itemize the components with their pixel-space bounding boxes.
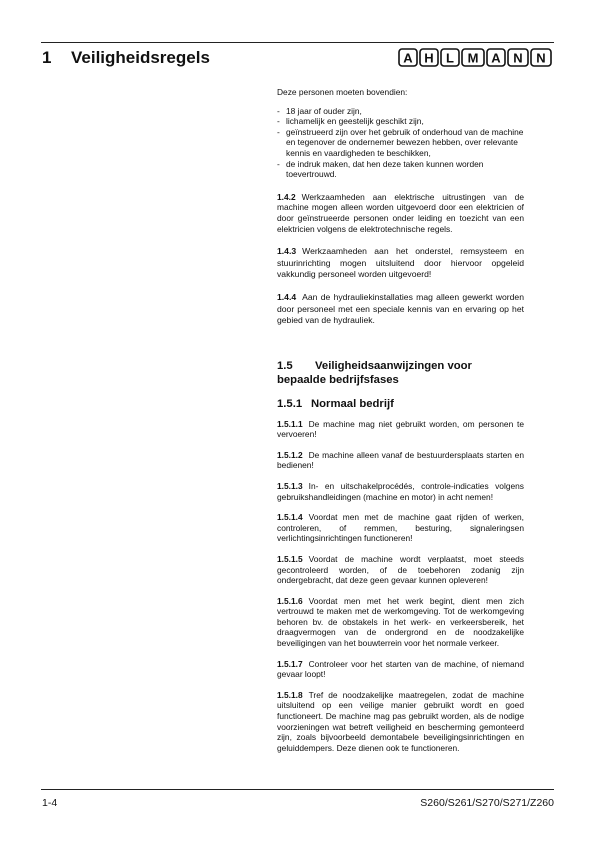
paragraph-text: De machine mag niet gebruikt worden, om personen te vervoeren! <box>277 418 524 440</box>
chapter-number: 1 <box>42 48 52 67</box>
svg-text:A: A <box>403 50 413 66</box>
list-item-text: geïnstrueerd zijn over het gebruik of onderhoud van de machine en tegenover de ondernemer bewezen hebben, over relevante kennis en vaardigheden te beschikken, <box>286 126 524 158</box>
paragraph-1-5-1-3 <box>277 481 524 502</box>
paragraph-text: Controleer voor het starten van de machine, of niemand gevaar loopt! <box>277 658 524 680</box>
paragraph-1-5-1-7 <box>277 659 524 680</box>
paragraph-1-4-3 <box>277 246 524 280</box>
paragraph-text: Voordat men met het werk begint, dient men zich vertrouwd te maken met de werkomgeving. Tot de werkomgeving behoren bv. de obstakels in het werk- en verkeersbereik, het draagvermogen van de ondergrond en de noodzakelijke beveiligingen van het bouwterrein voor het normale verkeer. <box>277 595 524 649</box>
svg-text:M: M <box>467 50 479 66</box>
paragraph-number: 1.5.1.2 <box>277 449 303 460</box>
list-item: - 18 jaar of ouder zijn, <box>277 105 362 116</box>
paragraph-number: 1.5.1.5 <box>277 553 303 564</box>
paragraph-text: Werkzaamheden aan elektrische uitrustingen van de machine mogen alleen worden uitgevoerd door een elektricien of door geïnstrueerde personen onder leiding en toezicht van een elektricien volgens de elektrotechnische regels. <box>277 191 524 234</box>
paragraph-text: In- en uitschakelprocédés, controle-indicaties volgens gebruikshandleidingen (machine en motor) in acht nemen! <box>277 480 524 502</box>
footer-rule <box>41 789 554 790</box>
section-title: Veiligheidsaanwijzingen voor bepaalde bedrijfsfases <box>277 359 472 386</box>
paragraph-1-4-4 <box>277 292 524 326</box>
content-column <box>277 87 524 753</box>
paragraph-number: 1.5.1.7 <box>277 658 303 669</box>
paragraph-1-4-2 <box>277 192 524 234</box>
list-item-text: lichamelijk en geestelijk geschikt zijn, <box>286 116 424 127</box>
svg-text:A: A <box>491 50 501 66</box>
paragraph-text: Aan de hydrauliekinstallaties mag alleen gewerkt worden door personeel met een speciale kennis van en ervaring op het gebied van de hydrauliek. <box>277 292 524 326</box>
paragraph-text: Voordat de machine wordt verplaatst, moet steeds gecontroleerd worden, of de toebehoren zodanig zijn ondergebracht, dat deze geen gevaar kunnen opleveren! <box>277 553 524 586</box>
paragraph-number: 1.5.1.3 <box>277 480 303 491</box>
section-heading-1-5-1 <box>277 397 524 411</box>
intro-text: Deze personen moeten bovendien: <box>277 87 408 97</box>
section-heading-1-5 <box>277 359 524 387</box>
paragraph-1-5-1-1 <box>277 419 524 440</box>
page-number: 1-4 <box>42 797 58 809</box>
svg-text:L: L <box>446 50 454 66</box>
paragraph-number: 1.5.1.1 <box>277 418 303 429</box>
svg-text:H: H <box>424 50 434 66</box>
paragraph-1-5-1-5 <box>277 554 524 586</box>
paragraph-text: Voordat men met de machine gaat rijden of werken, controleren, of remmen, besturing, signaleringsen verlichtingsinrichtingen functioneren! <box>277 512 524 544</box>
paragraph-1-5-1-6 <box>277 596 524 649</box>
section-title: Normaal bedrijf <box>311 397 394 410</box>
list-item: - lichamelijk en geestelijk geschikt zijn, <box>277 116 424 127</box>
paragraph-number: 1.4.4 <box>277 292 297 303</box>
ahlmann-logo-graphic <box>398 47 554 68</box>
paragraph-number: 1.5.1.4 <box>277 512 303 523</box>
paragraph-text: Werkzaamheden aan het onderstel, remsysteem en stuurinrichting mogen uitsluitend door hiervoor opgeleid vakkundig personeel worden uitgevoerd! <box>277 246 524 279</box>
paragraph-text: Tref de noodzakelijke maatregelen, zodat de machine uitsluitend op een veilige manier gebruikt wordt en goed functioneert. De machine mag pas gebruikt worden, als de nodige voorzieningen wat betreft veiligheid en bescherming gemonteerd zijn, zoals bijvoorbeeld demontabele beveiligingsinrichtingen en geluiddempers. Deze dienen ook te functioneren. <box>277 689 524 753</box>
chapter-title: Veiligheidsregels <box>71 48 210 67</box>
svg-text:N: N <box>536 50 546 66</box>
header-rule <box>41 42 554 43</box>
section-number: 1.5 <box>277 359 293 372</box>
paragraph-number: 1.5.1.6 <box>277 595 303 606</box>
list-item: - de indruk maken, dat hen deze taken kunnen worden toevertrouwd. <box>277 158 484 180</box>
requirements-list <box>277 106 524 180</box>
paragraph-number: 1.4.3 <box>277 246 297 257</box>
svg-text:N: N <box>513 50 523 66</box>
list-item: - geïnstrueerd zijn over het gebruik of onderhoud van de machine en tegenover de ondernemer bewezen hebben, over relevante kennis en vaardigheden te beschikken, <box>277 126 524 158</box>
paragraph-1-5-1-2 <box>277 450 524 471</box>
list-item-text: de indruk maken, dat hen deze taken kunnen worden toevertrouwd. <box>286 158 484 180</box>
list-item-text: 18 jaar of ouder zijn, <box>286 105 362 116</box>
ahlmann-logo <box>398 47 554 68</box>
paragraph-1-5-1-4 <box>277 512 524 544</box>
paragraph-number: 1.5.1.8 <box>277 689 303 700</box>
paragraph-1-5-1-8 <box>277 690 524 754</box>
paragraph-text: De machine alleen vanaf de bestuurdersplaats starten en bedienen! <box>277 449 524 471</box>
paragraph-number: 1.4.2 <box>277 191 296 202</box>
model-numbers: S260/S261/S270/S271/Z260 <box>420 797 554 809</box>
section-number: 1.5.1 <box>277 397 303 410</box>
